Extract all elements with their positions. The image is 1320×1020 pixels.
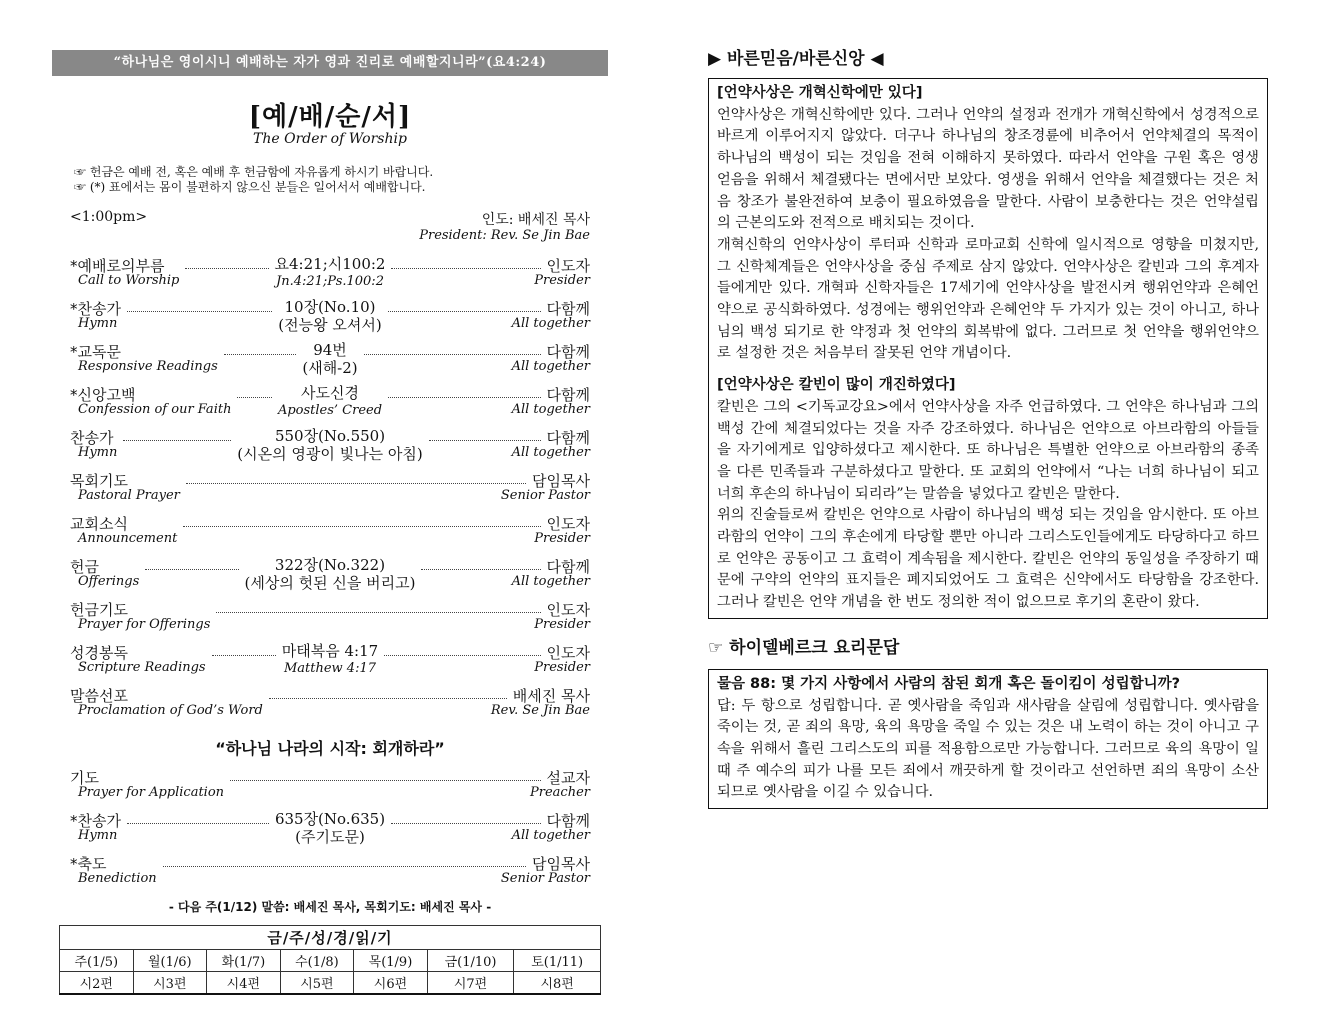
worship-item [70, 853, 590, 896]
item-leader-korean: 인도자 [546, 515, 590, 533]
item-english: Benediction [78, 871, 157, 886]
reading-psalms-row [60, 972, 601, 995]
item-detail [278, 298, 381, 334]
item-korean: 찬송가 [70, 429, 114, 447]
item-english: Hymn [78, 445, 118, 460]
dotted-leader [185, 267, 268, 269]
reading-day: 수(1/8) [280, 950, 354, 972]
item-detail-secondary: (주기도문) [295, 828, 365, 846]
worship-item [70, 427, 590, 470]
item-korean: *찬송가 [70, 300, 121, 318]
dotted-leader [216, 611, 540, 613]
item-detail-primary: 635장(No.635) [274, 810, 386, 828]
item-english: Prayer for Application [78, 785, 225, 800]
catechism-question: 물음 88: 몇 가지 사항에서 사람의 참된 회개 혹은 돌이킴이 성립합니까? [717, 675, 1181, 692]
section-heading-faith: ▶ 바른믿음/바른신앙 ◀ [708, 49, 884, 69]
reading-day: 주(1/5) [60, 950, 134, 972]
worship-item [70, 384, 590, 427]
item-leader-korean: 담임목사 [532, 472, 590, 490]
item-detail-secondary: (새해-2) [302, 359, 358, 377]
item-detail-primary: 322장(No.322) [274, 556, 386, 574]
item-leader-korean: 다함께 [546, 386, 590, 404]
item-detail-primary: 94번 [313, 341, 347, 359]
item-leader-english: All together [511, 316, 590, 331]
order-of-worship-page [52, 50, 608, 995]
item-korean: *찬송가 [70, 812, 121, 830]
reading-passage: 시2편 [60, 972, 134, 995]
item-detail [237, 427, 422, 463]
item-korean: 헌금 [70, 558, 99, 576]
reading-table-title: 금/주/성/경/읽/기 [60, 926, 601, 950]
dotted-leader [127, 310, 272, 312]
worship-item [70, 810, 590, 853]
item-english: Confession of our Faith [78, 402, 232, 417]
item-detail [275, 255, 386, 291]
reading-day: 토(1/11) [514, 950, 601, 972]
leader-english: President: Rev. Se Jin Bae [419, 228, 590, 243]
item-english: Proclamation of God’s Word [78, 703, 263, 718]
item-detail-secondary: (시온의 영광이 빛나는 아침) [237, 445, 423, 463]
dotted-leader [183, 525, 540, 527]
worship-order-list [52, 255, 608, 728]
worship-item [70, 298, 590, 341]
item-detail [245, 556, 416, 592]
dotted-leader [388, 310, 541, 312]
dotted-leader [391, 267, 540, 269]
leader-korean: 인도: 배세진 목사 [481, 212, 590, 228]
item-detail-primary: 요4:21;시100:2 [274, 255, 386, 273]
item-detail-secondary: (전능왕 오셔서) [278, 316, 382, 334]
worship-item [70, 341, 590, 384]
reading-day: 화(1/7) [207, 950, 281, 972]
article-paragraph: 개혁신학의 언약사상이 루터파 신학과 로마교회 신학에 일시적으로 영향을 미쳤지만, 그 신학체계들은 언약사상을 중심 주제로 삼지 않았다. 언약사상은 칼빈과 그의 후계자들에게만 있다. 개혁파 신학자들은 17세기에 언약사상을 발전시켜 행위언약과 은혜언약으로 공식화하였다. 성경에는 행위언약과 은혜언약 두 가지가 있는 것이 아니고, 하나님의 백성 되기로 한 약정과 첫 언약의 회복밖에 없다. 그러므로 첫 언약을 행위언약으로 설정한 것은 처음부터 잘못된 언약 개념이다. [717, 236, 1259, 362]
worship-item [70, 685, 590, 728]
dotted-leader [123, 439, 231, 441]
item-english: Prayer for Offerings [78, 617, 211, 632]
note-offering: ☞ 헌금은 예배 전, 혹은 예배 후 헌금함에 자유롭게 하시기 바랍니다. [74, 165, 434, 179]
reading-passage: 시5편 [280, 972, 354, 995]
item-english: Scripture Readings [78, 660, 206, 675]
reading-passage: 시7편 [427, 972, 514, 995]
item-detail-secondary: (세상의 헛된 신을 버리고) [244, 574, 416, 592]
item-english: Call to Worship [78, 273, 180, 288]
item-detail-secondary: Apostles’ Creed [277, 403, 383, 418]
item-korean: 교회소식 [70, 515, 128, 533]
article-box-covenant [708, 78, 1268, 619]
item-detail-primary: 550장(No.550) [274, 427, 386, 445]
item-korean: *교독문 [70, 343, 121, 361]
dotted-leader [145, 568, 238, 570]
item-leader-korean: 다함께 [546, 300, 590, 318]
item-english: Announcement [78, 531, 178, 546]
item-korean: 기도 [70, 769, 99, 787]
dotted-leader [127, 822, 269, 824]
item-leader-english: All together [511, 574, 590, 589]
article-subheading: [언약사상은 칼빈이 많이 개진하였다] [717, 377, 956, 394]
dotted-leader [230, 779, 540, 781]
next-week-notice: - 다음 주(1/12) 말씀: 배세진 목사, 목회기도: 배세진 목사 - [168, 900, 492, 914]
service-time: <1:00pm> [70, 209, 148, 225]
leader-row [52, 209, 608, 229]
item-leader-english: Preacher [530, 785, 590, 800]
dotted-leader [163, 865, 526, 867]
dotted-leader [212, 654, 276, 656]
article-paragraph: 칼빈은 그의 <기독교강요>에서 언약사상을 자주 언급하였다. 그 언약은 하나님과 그의 백성 간에 체결되었다는 것을 자주 강조하였다. 하나님은 언약으로 아브라함의 아들들을 자기에게로 입양하셨다고 제시한다. 또 하나님은 특별한 언약으로 아브라함의 종족을 다른 민족들과 구분하셨다고 말한다. 또 교회의 언약에서 “나는 너희 하나님이 되고 너희 후손의 하나님이 되리라”는 말씀을 넣었다고 칼빈은 말한다. [717, 398, 1259, 502]
item-korean: *예배로의부름 [70, 257, 165, 275]
item-leader-english: Senior Pastor [500, 488, 590, 503]
worship-item [70, 470, 590, 513]
item-leader-korean: 다함께 [546, 558, 590, 576]
note-standing: ☞ (*) 표에서는 몸이 불편하지 않으신 분들은 일어서서 예배합니다. [74, 180, 426, 194]
item-leader-korean: 다함께 [546, 812, 590, 830]
article-paragraph: 위의 진술들로써 칼빈은 언약으로 사람이 하나님의 백성 되는 것임을 암시한다. 또 아브라함의 언약이 그의 후손에게 타당할 뿐만 아니라 그리스도인들에게도 타당하다고 하므로 언약은 공동이고 그 효력이 계속됨을 제시한다. 칼빈은 언약의 동일성을 주장하기 때문에 구약의 언약의 표지들은 폐지되었어도 그 효력은 신약에서도 타당함을 강조한다. 그러나 칼빈은 언약 개념을 한 번도 정의한 적이 없으므로 후기의 혼란이 왔다. [717, 507, 1259, 611]
item-leader-korean: 담임목사 [532, 855, 590, 873]
worship-item [70, 767, 590, 810]
catechism-answer: 답: 두 항으로 성립합니다. 곧 옛사람을 죽임과 새사람을 살림에 성립합니다. 옛사람을 죽이는 것, 곧 죄의 욕망, 육의 욕망을 죽일 수 있는 것은 내 노력이 하는 것이 아니고 구속을 위해서 흘린 그리스도의 피를 적용함으로만 가능합니다. 그러므로 육의 욕망이 일 때 주 예수의 피가 나를 모든 죄에서 깨끗하게 할 것이라고 선언하면 죄의 욕망이 소산되므로 옛사람을 이길 수 있습니다. [717, 697, 1259, 801]
item-leader-english: All together [511, 359, 590, 374]
page-subtitle: The Order of Worship [253, 131, 407, 147]
item-leader-korean: 인도자 [546, 644, 590, 662]
item-leader-english: All together [511, 828, 590, 843]
item-korean: 성경봉독 [70, 644, 128, 662]
item-detail-primary: 10장(No.10) [284, 298, 376, 316]
articles-page [708, 46, 1268, 809]
weekly-bible-reading-table [59, 925, 601, 995]
article-paragraph: 언약사상은 개혁신학에만 있다. 그러나 언약의 설정과 전개가 개혁신학에서 성경적으로 바르게 이루어지지 않았다. 더구나 하나님의 창조경륜에 비추어서 언약체결의 목적이 하나님의 백성이 되는 것임을 전혀 이해하지 못하였다. 따라서 언약을 구원 혹은 영생 얻음을 위해서 체결됐다는 면에서만 보았다. 영생을 위해서 언약을 체결했다는 것은 처음 창조가 불완전하여 보충이 필요하였음을 말한다. 사람이 보충한다는 것은 언약설립의 근본의도와 전적으로 배치되는 것이다. [717, 106, 1259, 232]
reading-passage: 시6편 [354, 972, 428, 995]
item-english: Hymn [78, 316, 118, 331]
item-leader-english: Presider [534, 531, 590, 546]
item-korean: 헌금기도 [70, 601, 128, 619]
reading-day: 월(1/6) [133, 950, 207, 972]
item-english: Hymn [78, 828, 118, 843]
dotted-leader [421, 568, 540, 570]
article-subheading: [언약사상은 개혁신학에만 있다] [717, 85, 923, 101]
worship-item [70, 642, 590, 685]
worship-item [70, 513, 590, 556]
item-english: Pastoral Prayer [78, 488, 180, 503]
worship-item [70, 556, 590, 599]
dotted-leader [269, 697, 507, 699]
item-leader-korean: 다함께 [546, 429, 590, 447]
item-korean: *신앙고백 [70, 386, 136, 404]
item-leader-korean: 다함께 [546, 343, 590, 361]
reading-day: 목(1/9) [354, 950, 428, 972]
item-leader-korean: 인도자 [546, 257, 590, 275]
sermon-title: “하나님 나라의 시작: 회개하라” [215, 739, 445, 758]
item-korean: 말씀선포 [70, 687, 128, 705]
reading-passage: 시4편 [207, 972, 281, 995]
dotted-leader [364, 353, 541, 355]
section-heading-catechism: ☞ 하이델베르크 요리문답 [708, 637, 900, 658]
reading-days-row [60, 950, 601, 972]
dotted-leader [186, 482, 526, 484]
page-title: [예/배/순/서] [248, 102, 412, 132]
item-leader-english: Rev. Se Jin Bae [490, 703, 590, 718]
worship-order-list-2 [52, 767, 608, 896]
item-detail [275, 810, 385, 846]
dotted-leader [237, 396, 272, 398]
item-leader-english: Presider [534, 617, 590, 632]
item-detail-secondary: Matthew 4:17 [283, 661, 377, 676]
item-detail [282, 642, 378, 678]
item-leader-english: Presider [534, 273, 590, 288]
item-detail-secondary: Jn.4:21;Ps.100:2 [276, 274, 384, 289]
item-leader-english: Presider [534, 660, 590, 675]
item-leader-korean: 배세진 목사 [512, 687, 590, 705]
item-english: Responsive Readings [78, 359, 218, 374]
worship-item [70, 599, 590, 642]
reading-passage: 시8편 [514, 972, 601, 995]
item-korean: 목회기도 [70, 472, 128, 490]
notes [52, 165, 608, 195]
reading-passage: 시3편 [133, 972, 207, 995]
dotted-leader [429, 439, 541, 441]
item-leader-english: All together [511, 402, 590, 417]
item-detail-primary: 사도신경 [301, 384, 359, 402]
item-leader-korean: 설교자 [546, 769, 590, 787]
scripture-banner: “하나님은 영이시니 예배하는 자가 영과 진리로 예배할지니라”(요4:24) [52, 50, 608, 76]
item-english: Offerings [78, 574, 140, 589]
item-leader-english: All together [511, 445, 590, 460]
item-leader-english: Senior Pastor [500, 871, 590, 886]
worship-item [70, 255, 590, 298]
dotted-leader [384, 654, 540, 656]
item-detail-primary: 마태복음 4:17 [281, 642, 379, 660]
item-detail [302, 341, 357, 377]
catechism-box [708, 669, 1268, 809]
item-detail [278, 384, 382, 420]
reading-day: 금(1/10) [427, 950, 514, 972]
item-korean: *축도 [70, 855, 107, 873]
dotted-leader [388, 396, 540, 398]
dotted-leader [391, 822, 540, 824]
item-leader-korean: 인도자 [546, 601, 590, 619]
dotted-leader [224, 353, 297, 355]
